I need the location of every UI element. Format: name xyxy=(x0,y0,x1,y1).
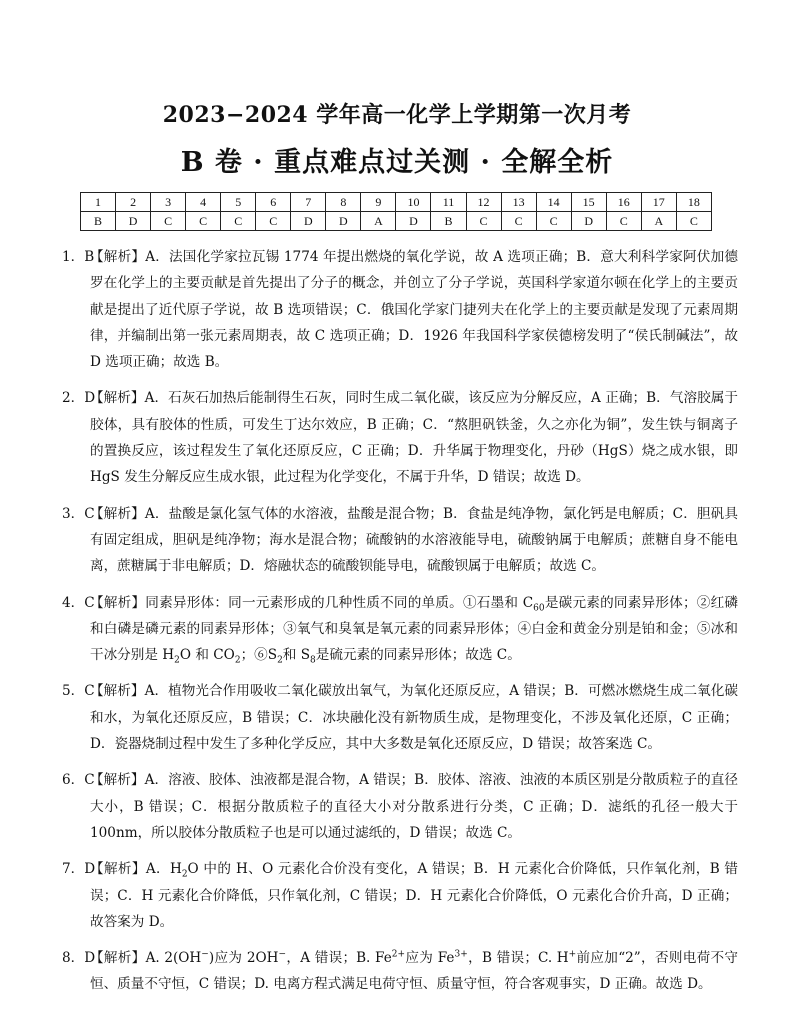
answer-letter-cell: C xyxy=(536,212,571,231)
solution-item-6 xyxy=(62,767,738,846)
answer-number-cell: 1 xyxy=(81,193,116,212)
answer-number-cell: 9 xyxy=(361,193,396,212)
solution-text: 【解析】A．溶液、胶体、浊液都是混合物，A 错误；B．胶体、溶液、浊液的本质区别是分散质粒子的直径大小，B 错误；C．根据分散质粒子的直径大小对分散系进行分类，C 正确；D．滤纸的孔径一般大于 100nm，所以胶体分散质粒子也是可以通过滤纸的，D 错误；故选 C。 xyxy=(90,772,738,841)
solution-text: 【解析】A．法国化学家拉瓦锡 1774 年提出燃烧的氧化学说，故 A 选项正确；B．意大利科学家阿伏加德罗在化学上的主要贡献是首先提出了分子的概念，并创立了分子学说，英国科学家道尔顿在化学上的主要贡献是提出了近代原子学说，故 B 选项错误；C．俄国化学家门捷列夫在化学上的主要贡献是发现了元素周期律，并编制出第一张元素周期表，故 C 选项正确；D．1926 年我国科学家侯德榜发明了“侯氏制碱法”，故 D 选项正确；故选 B。 xyxy=(90,249,738,371)
solution-item-7 xyxy=(62,856,738,935)
solution-number: 2．D xyxy=(62,390,96,407)
solution-number: 6．C xyxy=(62,772,95,789)
answer-table xyxy=(80,192,712,231)
answer-letter-cell: C xyxy=(676,212,711,231)
answer-table-number-row xyxy=(81,193,712,212)
answer-table-answer-row xyxy=(81,212,712,231)
solution-item-8 xyxy=(62,945,738,998)
document-title: 2023−2024 学年高一化学上学期第一次月考 xyxy=(162,102,632,128)
answer-letter-cell: A xyxy=(641,212,676,231)
solution-number: 5．C xyxy=(62,683,95,700)
solution-text: 【解析】A. 2(OH−)应为 2OH−，A 错误；B. $Fe^{2+}$应为 $Fe^{3+}$，B 错误；C. H+前应加“2”，否则电荷不守恒、质量不守恒，C 错误；D. 电离方程式满足电荷守恒、质量守恒，符合客观事实，D 正确。故选 D。 xyxy=(90,949,738,993)
solution-text: 【解析】A．石灰石加热后能制得生石灰，同时生成二氧化碳，该反应为分解反应，A 正确；B．气溶胶属于胶体，具有胶体的性质，可发生丁达尔效应，B 正确；C．“熬胆矾铁釜，久之亦化为铜”，发生铁与铜离子的置换反应，该过程发生了氧化还原反应，C 正确；D．升华属于物理变化，丹砂（HgS）烧之成水银，即 HgS 发生分解反应生成水银，此过程为化学变化，不属于升华，D 错误；故选 D。 xyxy=(90,390,738,486)
answer-number-cell: 15 xyxy=(571,193,606,212)
solution-item-5 xyxy=(62,678,738,757)
answer-number-cell: 14 xyxy=(536,193,571,212)
answer-letter-cell: C xyxy=(606,212,641,231)
solution-number: 1．B xyxy=(62,249,95,265)
answer-number-cell: 12 xyxy=(466,193,501,212)
solution-item-2 xyxy=(62,385,738,490)
answer-letter-cell: B xyxy=(81,212,116,231)
solution-text: 【解析】A．$H_2O$ 中的 H、O 元素化合价没有变化，A 错误；B．H 元素化合价降低，只作氧化剂，B 错误；C．H 元素化合价降低，只作氧化剂，C 错误；D．H 元素化合价降低，O 元素化合价升高，D 正确；故答案为 D。 xyxy=(90,861,739,930)
answer-letter-cell: C xyxy=(186,212,221,231)
answer-letter-cell: D xyxy=(326,212,361,231)
answer-letter-cell: B xyxy=(431,212,466,231)
answer-number-cell: 2 xyxy=(116,193,151,212)
solution-number: 4．C xyxy=(62,594,95,611)
solution-text: 【解析】同素异形体：同一元素形成的几种性质不同的单质。①石墨和 $C_{60}$是碳元素的同素异形体；②红磷和白磷是磷元素的同素异形体；③氧气和臭氧是氧元素的同素异形体；④白金和黄金分别是铂和金；⑤冰和干冰分别是 $H_2O$ 和 $CO_2$；$⑥S_2$和 $S_8$是硫元素的同素异形体；故选 C。 xyxy=(90,594,738,666)
answer-letter-cell: D xyxy=(291,212,326,231)
answer-number-cell: 5 xyxy=(221,193,256,212)
answer-number-cell: 10 xyxy=(396,193,431,212)
document-subtitle: B 卷 · 重点难点过关测 · 全解全析 xyxy=(180,147,614,178)
solution-text: 【解析】A．植物光合作用吸收二氧化碳放出氧气，为氧化还原反应，A 错误；B．可燃冰燃烧生成二氧化碳和水，为氧化还原反应，B 错误；C．冰块融化没有新物质生成，是物理变化，不涉及氧化还原，C 正确；D．瓷器烧制过程中发生了多种化学反应，其中大多数是氧化还原反应，D 错误；故答案选 C。 xyxy=(90,683,738,753)
answer-number-cell: 17 xyxy=(641,193,676,212)
solution-number: 3．C xyxy=(62,505,95,522)
answer-letter-cell: C xyxy=(466,212,501,231)
answer-letter-cell: D xyxy=(571,212,606,231)
answer-number-cell: 18 xyxy=(676,193,711,212)
answer-letter-cell: A xyxy=(361,212,396,231)
solution-text: 【解析】A．盐酸是氯化氢气体的水溶液，盐酸是混合物；B．食盐是纯净物，氯化钙是电解质；C．胆矾具有固定组成，胆矾是纯净物；海水是混合物；硫酸钠的水溶液能导电，硫酸钠属于电解质；蔗糖自身不能电离，蔗糖属于非电解质；D．熔融状态的硫酸钡能导电，硫酸钡属于电解质；故选 C。 xyxy=(90,505,738,575)
answer-letter-cell: C xyxy=(221,212,256,231)
answer-number-cell: 4 xyxy=(186,193,221,212)
solution-item-3 xyxy=(62,501,738,580)
answer-number-cell: 8 xyxy=(326,193,361,212)
answer-letter-cell: D xyxy=(396,212,431,231)
answer-letter-cell: C xyxy=(256,212,291,231)
solution-number: 7．D xyxy=(62,861,96,878)
answer-letter-cell: C xyxy=(151,212,186,231)
solution-item-4 xyxy=(62,590,738,669)
answer-number-cell: 13 xyxy=(501,193,536,212)
answer-number-cell: 11 xyxy=(431,193,466,212)
answer-letter-cell: D xyxy=(116,212,151,231)
answer-number-cell: 16 xyxy=(606,193,641,212)
solution-item-1 xyxy=(62,244,738,375)
answer-letter-cell: C xyxy=(501,212,536,231)
solutions-list xyxy=(62,244,738,1008)
answer-number-cell: 6 xyxy=(256,193,291,212)
answer-number-cell: 7 xyxy=(291,193,326,212)
solution-number: 8．D xyxy=(62,950,96,967)
answer-number-cell: 3 xyxy=(151,193,186,212)
